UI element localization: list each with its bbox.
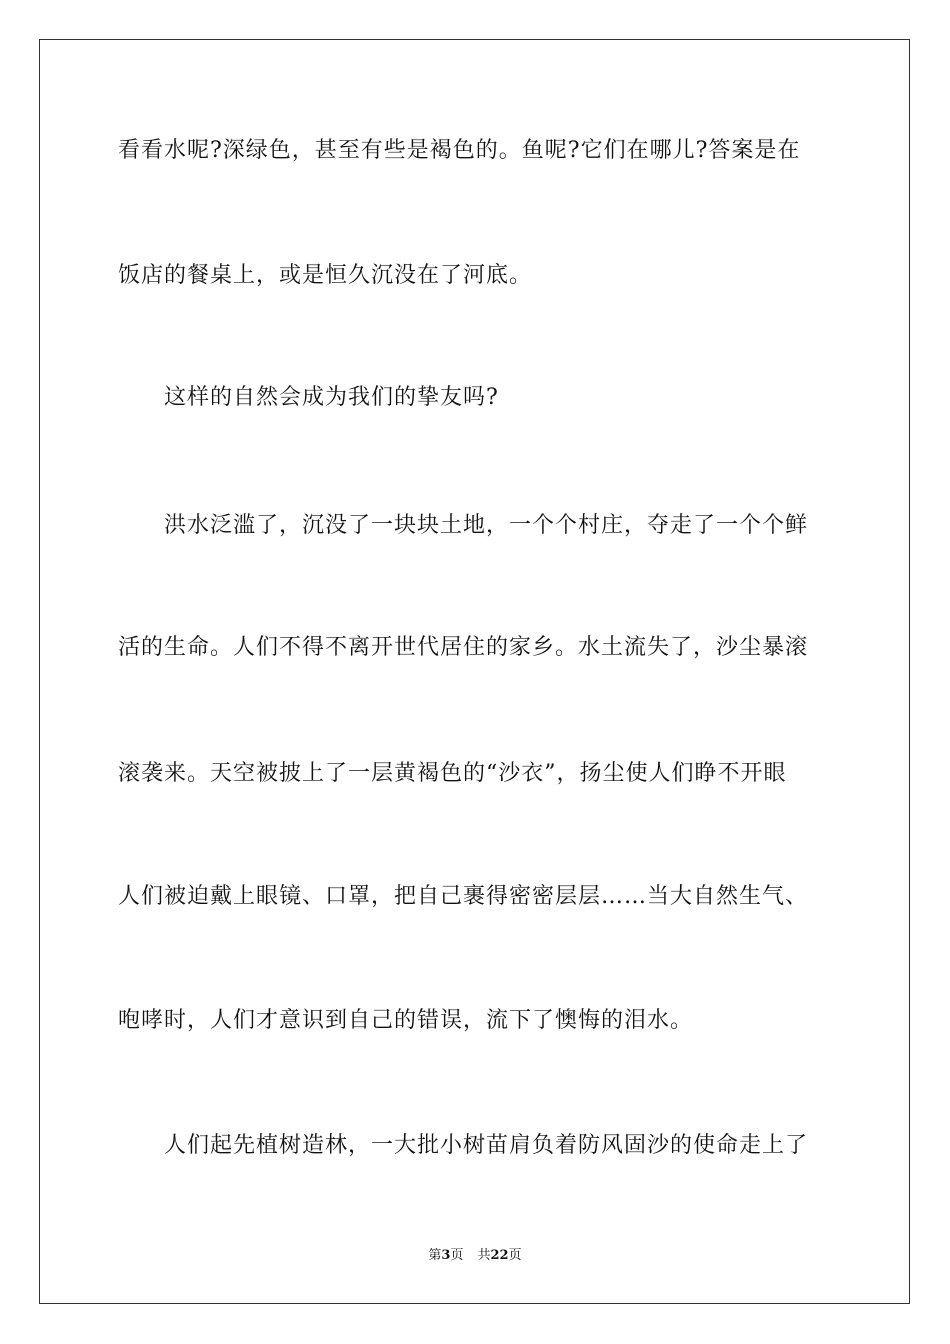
text-line-5: 活的生命。人们不得不离开世代居住的家乡。水土流失了，沙尘暴滚 bbox=[118, 635, 809, 660]
text-line-6: 滚袭来。天空被披上了一层黄褐色的“沙衣”，扬尘使人们睁不开眼 bbox=[118, 761, 787, 786]
page-number: 3 bbox=[441, 1248, 451, 1263]
text-line-8: 咆哮时，人们才意识到自己的错误，流下了懊悔的泪水。 bbox=[118, 1008, 694, 1033]
text-line-2: 饭店的餐桌上，或是恒久沉没在了河底。 bbox=[118, 263, 533, 288]
total-pages: 22 bbox=[490, 1248, 509, 1263]
text-line-9: 人们起先植树造林，一大批小树苗肩负着防风固沙的使命走上了 bbox=[164, 1133, 809, 1158]
total-prefix: 共 bbox=[477, 1248, 491, 1263]
page-footer bbox=[0, 1248, 950, 1264]
total-suffix: 页 bbox=[508, 1248, 522, 1263]
text-line-3: 这样的自然会成为我们的挚友吗? bbox=[164, 385, 499, 410]
text-line-4: 洪水泛滥了，沉没了一块块土地，一个个村庄，夺走了一个个鲜 bbox=[164, 513, 809, 538]
page-frame bbox=[39, 39, 910, 1304]
page-suffix: 页 bbox=[450, 1248, 464, 1263]
page-prefix: 第 bbox=[428, 1248, 442, 1263]
text-line-7: 人们被迫戴上眼镜、口罩，把自己裹得密密层层……当大自然生气、 bbox=[118, 884, 809, 909]
text-line-1: 看看水呢?深绿色，甚至有些是褐色的。鱼呢?它们在哪儿?答案是在 bbox=[118, 138, 801, 163]
